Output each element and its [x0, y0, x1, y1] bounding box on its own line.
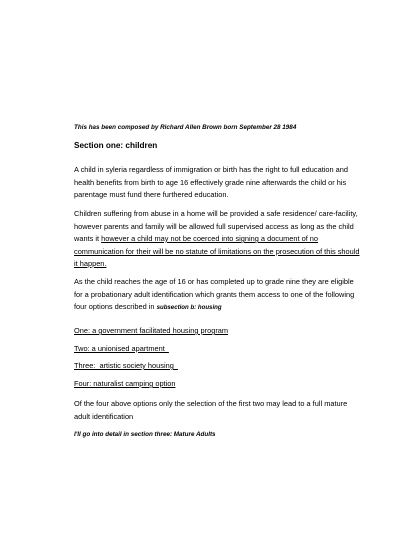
closing-note: I'll go into detail in section three: Mature Adults [74, 431, 216, 438]
paragraph-abuse-text: Children suffering from abuse in a home will be provided a safe residence/ care-facility, however parents and family will be allowed full supervised access as long as the child wants it [74, 209, 358, 243]
author-line: This has been composed by Richard Allen Brown born September 28 1984 [74, 124, 297, 131]
option-one: One: a government facilitated housing program [74, 326, 229, 335]
paragraph-eligibility-text: As the child reaches the age of 16 or has completed up to grade nine they are eligible for a probationary adult identification which grants them access to one of the following four options described in [74, 277, 355, 311]
option-two: Two: a unionised apartment [74, 344, 169, 353]
paragraph-full-identification: Of the four above options only the selection of the first two may lead to a full mature adult identification [74, 399, 348, 421]
section-title: Section one: children [74, 141, 158, 150]
subsection-reference: subsection b: housing [156, 304, 222, 311]
option-three: Three: artistic society housing [74, 361, 178, 370]
paragraph-eligibility [74, 276, 364, 315]
option-four: Four: naturalist camping option [74, 379, 176, 388]
paragraph-education: A child in syleria regardless of immigration or birth has the right to full education and health benefits from birth to age 16 effectively grade nine afterwards the child or his parentage must fund there furthered education. [74, 165, 349, 199]
paragraph-abuse-underlined-text: however a child may not be coerced into signing a document of no communication for their will be no statute of limitations on the prosecution of this should it happen. [74, 234, 360, 268]
paragraph-abuse [74, 208, 364, 271]
